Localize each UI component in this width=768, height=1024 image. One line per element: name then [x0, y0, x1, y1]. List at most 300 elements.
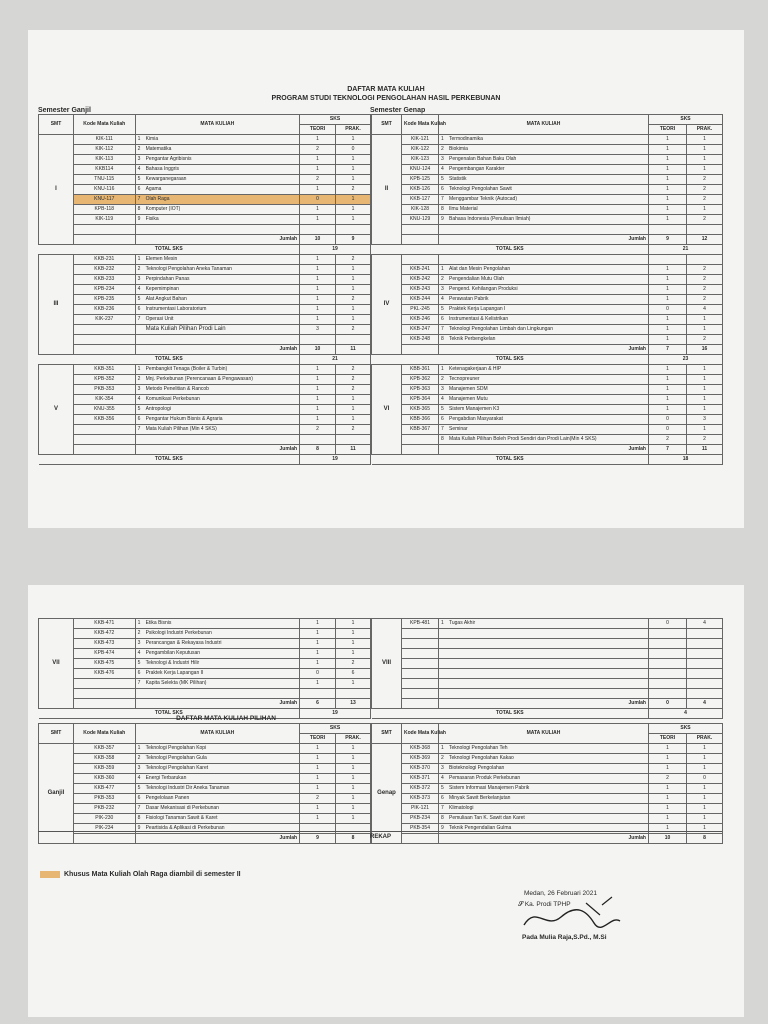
- sks-teori: 1: [300, 305, 336, 315]
- jumlah-prak: 11: [687, 445, 723, 455]
- total-sks-value: 19: [300, 455, 371, 465]
- total-sks-label: TOTAL SKS: [39, 355, 300, 365]
- course-code: KIK-123: [402, 155, 439, 165]
- course-number: 2: [137, 376, 141, 382]
- sks-teori: 1: [649, 265, 687, 275]
- course-name: [439, 435, 649, 445]
- course-number: 1: [441, 620, 444, 626]
- course-number: 1: [441, 266, 444, 272]
- table-row: [39, 629, 371, 639]
- table-row: [39, 395, 371, 405]
- sks-prak: 1: [336, 415, 371, 425]
- course-number: 3: [137, 765, 141, 771]
- jumlah-prak: 12: [687, 235, 723, 245]
- course-name: [439, 155, 649, 165]
- jumlah-row: [39, 834, 371, 844]
- sks-teori: 1: [649, 205, 687, 215]
- course-code: [402, 435, 439, 445]
- course-title: Komputer (IOT): [145, 206, 181, 212]
- course-name: [135, 375, 299, 385]
- table-row: [372, 265, 723, 275]
- total-row: [372, 245, 723, 255]
- course-title: Pengelolaan Panen: [145, 795, 190, 801]
- course-code: KNU-124: [402, 165, 439, 175]
- table-row: [372, 814, 723, 824]
- sks-prak: [687, 639, 723, 649]
- course-name: [135, 185, 299, 195]
- course-number: 6: [137, 795, 141, 801]
- table-row: [39, 619, 371, 629]
- course-title: Perawatan Pabrik: [449, 296, 489, 302]
- sks-teori: 1: [300, 639, 336, 649]
- course-number: 5: [441, 176, 444, 182]
- course-title: Teknologi Pengolahan Karet: [145, 765, 209, 771]
- table-row: [372, 385, 723, 395]
- course-title: Pengembangan Karakter: [449, 166, 505, 172]
- course-name: [439, 415, 649, 425]
- table-row: [39, 255, 371, 265]
- semester-cell: I: [39, 135, 74, 245]
- jumlah-label: Jumlah: [439, 699, 649, 709]
- course-number: 7: [441, 196, 444, 202]
- table-row: [372, 285, 723, 295]
- signature-mark-icon: 𝓢: [518, 901, 524, 908]
- sks-prak: 1: [687, 794, 723, 804]
- course-name: [135, 385, 299, 395]
- course-code: [402, 255, 439, 265]
- course-name: [439, 689, 649, 699]
- course-name: [135, 255, 299, 265]
- table-row: [39, 175, 371, 185]
- course-name: [439, 824, 649, 834]
- course-number: 1: [137, 256, 141, 262]
- course-number: 6: [441, 416, 444, 422]
- table-row: [39, 649, 371, 659]
- jumlah-label: Jumlah: [135, 345, 299, 355]
- course-title: Pengenalan Bahan Baku Olah: [449, 156, 517, 162]
- document-subtitle: PROGRAM STUDI TEKNOLOGI PENGOLAHAN HASIL PERKEBUNAN: [271, 95, 501, 102]
- table-row: [372, 225, 723, 235]
- table-row: [372, 405, 723, 415]
- col-sks: SKS: [300, 724, 371, 734]
- total-row: [372, 355, 723, 365]
- ganjil-course-table: [38, 114, 371, 465]
- course-number: 2: [441, 376, 444, 382]
- sks-teori: 0: [300, 195, 336, 205]
- jumlah-label: Jumlah: [439, 445, 649, 455]
- course-name: [135, 305, 299, 315]
- table-row: [39, 195, 371, 205]
- sks-teori: [300, 435, 336, 445]
- course-number: 1: [441, 366, 444, 372]
- table-row: [39, 744, 371, 754]
- table-row: [39, 165, 371, 175]
- jumlah-row: [372, 834, 723, 844]
- course-number: 6: [137, 670, 141, 676]
- course-number: 1: [137, 620, 141, 626]
- jumlah-prak: 4: [687, 699, 723, 709]
- course-code: KKB-359: [73, 764, 135, 774]
- jumlah-code-cell: [73, 834, 135, 844]
- sks-prak: 2: [336, 375, 371, 385]
- sks-prak: 1: [336, 405, 371, 415]
- course-title: Metodo Penelitian & Rancob: [145, 386, 209, 392]
- course-name: [439, 325, 649, 335]
- course-code: [402, 669, 439, 679]
- course-name: [135, 814, 299, 824]
- sks-prak: 1: [336, 784, 371, 794]
- course-name: [135, 395, 299, 405]
- sign-name: Pada Mulia Raja,S.Pd., M.Si: [522, 934, 607, 941]
- course-code: KKB-472: [73, 629, 135, 639]
- course-name: [439, 744, 649, 754]
- semester-cell: VI: [372, 365, 402, 455]
- sks-prak: 1: [336, 649, 371, 659]
- col-teori: TEORI: [300, 734, 336, 744]
- sks-prak: 1: [336, 155, 371, 165]
- course-code: [73, 679, 135, 689]
- course-number: 7: [137, 196, 141, 202]
- table-row: [39, 385, 371, 395]
- course-title: Alat dan Mesin Pengolahan: [449, 266, 511, 272]
- course-title: Instrumentasi & Kelistrikan: [449, 316, 509, 322]
- course-title: Elemen Mesin: [145, 256, 178, 262]
- pilihan-ganjil-table: [38, 723, 371, 844]
- sks-prak: [336, 435, 371, 445]
- sks-prak: 2: [336, 295, 371, 305]
- course-name: [135, 824, 299, 834]
- jumlah-label: Jumlah: [439, 345, 649, 355]
- sks-teori: [649, 689, 687, 699]
- sks-prak: [336, 824, 371, 834]
- course-code: KIK-111: [73, 135, 135, 145]
- course-code: PKL-245: [402, 305, 439, 315]
- table-row: [39, 305, 371, 315]
- col-kode: Kode Mata Kuliah: [402, 724, 439, 744]
- course-title: Sistem Manajemen K3: [449, 406, 500, 412]
- sks-teori: 1: [300, 754, 336, 764]
- table-row: [39, 325, 371, 335]
- course-name: [439, 764, 649, 774]
- course-number: 2: [441, 146, 444, 152]
- course-number: 8: [441, 336, 444, 342]
- course-code: KKB-370: [402, 764, 439, 774]
- course-name: [135, 649, 299, 659]
- course-number: 8: [441, 206, 444, 212]
- course-code: PKB-354: [402, 824, 439, 834]
- table-row: [39, 415, 371, 425]
- sks-teori: 1: [300, 275, 336, 285]
- semester-cell: II: [372, 135, 402, 245]
- sks-teori: 1: [300, 205, 336, 215]
- sign-place-date: Medan, 26 Februari 2021: [524, 890, 597, 897]
- total-row: [39, 355, 371, 365]
- sks-teori: 1: [649, 754, 687, 764]
- course-title: Kimia: [145, 136, 159, 142]
- course-number: 4: [137, 286, 141, 292]
- course-number: 3: [137, 276, 141, 282]
- col-smt: SMT: [372, 724, 402, 744]
- jumlah-row: [39, 699, 371, 709]
- table-row: [39, 215, 371, 225]
- sks-prak: 1: [687, 385, 723, 395]
- sks-prak: 2: [687, 185, 723, 195]
- course-number: 7: [441, 326, 444, 332]
- sks-prak: 1: [687, 205, 723, 215]
- sks-prak: 1: [687, 405, 723, 415]
- table-row: [372, 435, 723, 445]
- course-title: Komunikasi Perkebunan: [145, 396, 200, 402]
- course-code: [73, 335, 135, 345]
- course-code: KKB-126: [402, 185, 439, 195]
- jumlah-teori: 10: [300, 235, 336, 245]
- sks-prak: 1: [336, 315, 371, 325]
- course-code: KPB-118: [73, 205, 135, 215]
- course-title: Matematika: [145, 146, 172, 152]
- total-row: [39, 455, 371, 465]
- sks-teori: 1: [649, 165, 687, 175]
- course-code: KNU-355: [73, 405, 135, 415]
- sks-teori: 1: [300, 155, 336, 165]
- sks-teori: 2: [649, 774, 687, 784]
- course-name: [439, 335, 649, 345]
- sks-teori: 1: [649, 155, 687, 165]
- course-name: [439, 315, 649, 325]
- table-row: [372, 784, 723, 794]
- table-row: [39, 285, 371, 295]
- course-number: 7: [137, 680, 141, 686]
- course-name: [439, 275, 649, 285]
- table-row: [372, 135, 723, 145]
- total-sks-label: TOTAL SKS: [372, 455, 649, 465]
- table-row: [372, 679, 723, 689]
- sks-teori: 1: [300, 185, 336, 195]
- sks-prak: [687, 659, 723, 669]
- sks-teori: 1: [649, 365, 687, 375]
- course-number: 5: [137, 660, 141, 666]
- course-title: Perancangan & Rekayasa Industri: [145, 640, 222, 646]
- course-name: [439, 669, 649, 679]
- sks-prak: 2: [687, 265, 723, 275]
- course-code: KIK-112: [73, 145, 135, 155]
- course-name: [135, 619, 299, 629]
- sks-teori: 2: [300, 425, 336, 435]
- sks-prak: 1: [336, 744, 371, 754]
- course-title: Menggambar Teknik (Autocad): [449, 196, 517, 202]
- course-title: Instrumentasi Laboratorium: [145, 306, 207, 312]
- sks-teori: 1: [649, 185, 687, 195]
- jumlah-row: [39, 235, 371, 245]
- page-2: [28, 585, 744, 1017]
- course-name: [135, 265, 299, 275]
- course-title: Mata Kuliah Pilihan (Min 4 SKS): [145, 426, 217, 432]
- table-row: [372, 335, 723, 345]
- total-sks-value: 21: [649, 245, 723, 255]
- col-sks: SKS: [649, 724, 723, 734]
- course-number: 7: [441, 426, 444, 432]
- sks-teori: 3: [300, 325, 336, 335]
- sks-teori: 1: [300, 165, 336, 175]
- table-row: [372, 669, 723, 679]
- course-title: Teknologi & Industri Hilir: [145, 660, 200, 666]
- sem8-table: [371, 618, 723, 719]
- sks-prak: 2: [336, 425, 371, 435]
- sks-teori: 1: [300, 649, 336, 659]
- course-title: Sistem Informasi Manajemen Pabrik: [449, 785, 530, 791]
- course-title: Mata Kuliah Pilihan Prodi Lain: [145, 326, 226, 332]
- course-title: Biokimia: [449, 146, 468, 152]
- sks-prak: 2: [336, 185, 371, 195]
- course-code: PIK-230: [73, 814, 135, 824]
- course-code: KPB-352: [73, 375, 135, 385]
- course-title: Etika Bisnis: [145, 620, 172, 626]
- sks-prak: 1: [336, 639, 371, 649]
- total-sks-label: TOTAL SKS: [372, 709, 649, 719]
- table-row: [372, 395, 723, 405]
- total-sks-label: TOTAL SKS: [39, 455, 300, 465]
- course-code: KKB-242: [402, 275, 439, 285]
- course-code: KPB-234: [73, 285, 135, 295]
- jumlah-code-cell: [73, 235, 135, 245]
- table-row: [39, 365, 371, 375]
- table-row: [372, 744, 723, 754]
- course-name: [135, 195, 299, 205]
- sks-teori: [649, 669, 687, 679]
- col-teori: TEORI: [649, 734, 687, 744]
- jumlah-code-cell: [402, 445, 439, 455]
- course-code: KKB-356: [73, 415, 135, 425]
- course-title: Mnj. Perkebunan (Perencanaan & Pengawasan): [145, 376, 253, 382]
- course-title: Operasi Unit: [145, 316, 174, 322]
- course-title: Alat Angkut Bahan: [145, 296, 187, 302]
- document-title: DAFTAR MATA KULIAH: [347, 86, 425, 93]
- sks-prak: 1: [687, 325, 723, 335]
- sks-prak: 1: [687, 145, 723, 155]
- course-code: KKB-473: [73, 639, 135, 649]
- course-name: [135, 225, 299, 235]
- course-title: Kepemimpinan: [145, 286, 179, 292]
- sks-prak: 0: [687, 774, 723, 784]
- sks-prak: 1: [687, 814, 723, 824]
- course-number: 5: [441, 406, 444, 412]
- jumlah-prak: 8: [336, 834, 371, 844]
- sks-prak: 1: [336, 814, 371, 824]
- course-code: KKB-475: [73, 659, 135, 669]
- jumlah-code-cell: [402, 235, 439, 245]
- course-code: KPB-235: [73, 295, 135, 305]
- sks-prak: 1: [687, 784, 723, 794]
- table-row: [372, 205, 723, 215]
- course-title: Mata Kuliah Pilihan Boleh Prodi Sendiri dan Prodi Lain(Min 4 SKS): [449, 436, 597, 442]
- total-sks-label: TOTAL SKS: [39, 245, 300, 255]
- total-sks-value: 23: [649, 355, 723, 365]
- sks-teori: 1: [649, 325, 687, 335]
- course-title: Olah Raga: [145, 196, 170, 202]
- sks-teori: 1: [300, 764, 336, 774]
- table-row: [39, 639, 371, 649]
- sks-teori: 1: [649, 375, 687, 385]
- course-name: [439, 375, 649, 385]
- sign-role: 𝓢 Ka. Prodi TPHP: [518, 901, 571, 908]
- sks-teori: 1: [649, 335, 687, 345]
- col-teori: TEORI: [300, 125, 336, 135]
- course-number: 3: [441, 765, 444, 771]
- course-code: PKB-232: [73, 804, 135, 814]
- sks-prak: 2: [336, 659, 371, 669]
- course-number: 7: [137, 316, 141, 322]
- sks-teori: 1: [649, 275, 687, 285]
- sks-prak: 1: [336, 679, 371, 689]
- course-name: [135, 804, 299, 814]
- course-number: 5: [137, 785, 141, 791]
- table-row: [39, 689, 371, 699]
- table-row: [372, 649, 723, 659]
- jumlah-row: [372, 345, 723, 355]
- table-row: [372, 794, 723, 804]
- table-row: [39, 375, 371, 385]
- table-row: [372, 415, 723, 425]
- course-code: KIK-122: [402, 145, 439, 155]
- course-name: [439, 649, 649, 659]
- course-name: [135, 365, 299, 375]
- course-name: [135, 155, 299, 165]
- course-title: Teknik Pengendalian Gulma: [449, 825, 512, 831]
- course-code: [73, 325, 135, 335]
- course-name: [135, 774, 299, 784]
- course-title: Klimatologi: [449, 805, 474, 811]
- course-title: Psikologi Industri Perkebunan: [145, 630, 212, 636]
- course-number: 4: [441, 775, 444, 781]
- course-number: 6: [137, 306, 141, 312]
- course-code: KBB-366: [402, 415, 439, 425]
- course-code: [402, 689, 439, 699]
- sks-prak: [687, 679, 723, 689]
- jumlah-prak: 8: [687, 834, 723, 844]
- total-sks-value: 18: [649, 455, 723, 465]
- table-row: [39, 435, 371, 445]
- table-row: [372, 175, 723, 185]
- col-sks: SKS: [300, 115, 371, 125]
- course-name: [439, 195, 649, 205]
- course-code: KKB114: [73, 165, 135, 175]
- table-row: [39, 679, 371, 689]
- course-number: 1: [137, 136, 141, 142]
- table-row: [39, 794, 371, 804]
- table-row: [372, 155, 723, 165]
- course-code: KKB-365: [402, 405, 439, 415]
- course-number: 9: [137, 825, 141, 831]
- table-row: [372, 619, 723, 629]
- course-title: Pengendalian Mutu Olah: [449, 276, 505, 282]
- course-title: Pembangkit Tenaga (Boiler & Turbin): [145, 366, 228, 372]
- total-sks-value: 4: [649, 709, 723, 719]
- table-row: [372, 375, 723, 385]
- course-number: 8: [137, 815, 141, 821]
- semester-cell: IV: [372, 255, 402, 355]
- sks-prak: 4: [687, 619, 723, 629]
- sks-teori: 1: [649, 804, 687, 814]
- jumlah-prak: 11: [336, 445, 371, 455]
- course-title: Agama: [145, 186, 162, 192]
- course-title: Peartisida & Aplikasi di Perkebunan: [145, 825, 225, 831]
- course-code: PKB-353: [73, 794, 135, 804]
- sks-prak: 1: [687, 155, 723, 165]
- course-number: 9: [441, 825, 444, 831]
- course-number: 5: [137, 176, 141, 182]
- table-row: [372, 824, 723, 834]
- table-row: [372, 215, 723, 225]
- col-teori: TEORI: [649, 125, 687, 135]
